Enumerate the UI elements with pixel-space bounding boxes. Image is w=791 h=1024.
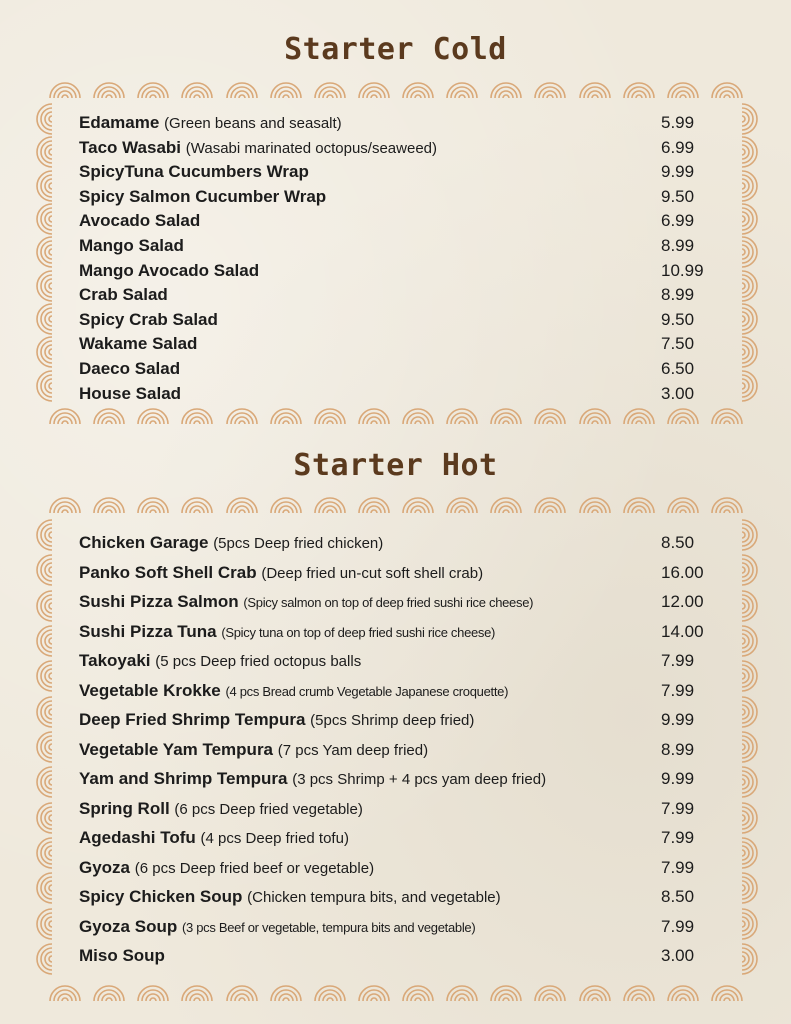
wave-ornament-icon bbox=[666, 497, 700, 513]
menu-item-name: Spicy Salmon Cucumber Wrap bbox=[79, 186, 327, 206]
wave-ornament-icon bbox=[533, 82, 567, 98]
wave-ornament-icon bbox=[36, 907, 52, 941]
menu-item-price: 7.50 bbox=[661, 334, 695, 354]
ornament-bottom bbox=[48, 408, 744, 424]
menu-item-name: Spicy Crab Salad bbox=[79, 309, 218, 329]
wave-ornament-icon bbox=[36, 235, 52, 268]
menu-item bbox=[79, 887, 719, 917]
wave-ornament-icon bbox=[622, 985, 656, 1001]
wave-ornament-icon bbox=[36, 659, 52, 693]
menu-item-description: (Green beans and seasalt) bbox=[164, 115, 342, 132]
menu-item-price: 7.99 bbox=[661, 916, 695, 936]
wave-ornament-icon bbox=[742, 102, 758, 135]
menu-item bbox=[79, 236, 719, 261]
wave-ornament-icon bbox=[666, 408, 700, 424]
menu-item-price: 10.99 bbox=[661, 260, 704, 280]
menu-item bbox=[79, 858, 719, 888]
menu-item-description: (4 pcs Bread crumb Vegetable Japanese croquette) bbox=[225, 683, 509, 699]
menu-item-price: 7.99 bbox=[661, 798, 695, 818]
wave-ornament-icon bbox=[533, 985, 567, 1001]
menu-item-description: (3 pcs Shrimp + 4 pcs yam deep fried) bbox=[292, 771, 547, 788]
menu-item-name: Panko Soft Shell Crab bbox=[79, 562, 257, 582]
wave-ornament-icon bbox=[36, 369, 52, 402]
wave-ornament-icon bbox=[742, 624, 758, 658]
starter-hot-title: Starter Hot bbox=[293, 448, 498, 483]
wave-ornament-icon bbox=[742, 335, 758, 368]
wave-ornament-icon bbox=[36, 589, 52, 623]
menu-item-price: 7.99 bbox=[661, 651, 695, 670]
wave-ornament-icon bbox=[269, 985, 303, 1001]
menu-item-price: 5.99 bbox=[661, 113, 695, 132]
wave-ornament-icon bbox=[36, 942, 52, 976]
menu-item-description: (5pcs Shrimp deep fried) bbox=[310, 712, 475, 729]
wave-ornament-icon bbox=[313, 985, 347, 1001]
menu-item-name: House Salad bbox=[79, 383, 182, 403]
menu-item-name: Agedashi Tofu bbox=[79, 828, 196, 847]
menu-item-name: Vegetable Yam Tempura bbox=[79, 739, 274, 759]
wave-ornament-icon bbox=[36, 335, 52, 368]
wave-ornament-icon bbox=[489, 985, 523, 1001]
wave-ornament-icon bbox=[578, 985, 612, 1001]
wave-ornament-icon bbox=[92, 497, 126, 513]
wave-ornament-icon bbox=[48, 497, 82, 513]
wave-ornament-icon bbox=[742, 135, 758, 168]
wave-ornament-icon bbox=[269, 497, 303, 513]
menu-item bbox=[79, 622, 719, 652]
wave-ornament-icon bbox=[36, 518, 52, 552]
wave-ornament-icon bbox=[622, 408, 656, 424]
menu-item-description: (4 pcs Deep fried tofu) bbox=[200, 830, 349, 847]
wave-ornament-icon bbox=[710, 497, 744, 513]
wave-ornament-icon bbox=[180, 82, 214, 98]
wave-ornament-icon bbox=[357, 985, 391, 1001]
wave-ornament-icon bbox=[710, 408, 744, 424]
wave-ornament-icon bbox=[136, 82, 170, 98]
wave-ornament-icon bbox=[313, 82, 347, 98]
menu-item bbox=[79, 334, 719, 359]
wave-ornament-icon bbox=[36, 202, 52, 235]
wave-ornament-icon bbox=[357, 497, 391, 513]
menu-item-price: 7.99 bbox=[661, 828, 695, 847]
menu-item-name: Crab Salad bbox=[79, 285, 168, 305]
menu-item bbox=[79, 138, 719, 163]
wave-ornament-icon bbox=[180, 985, 214, 1001]
ornament-left bbox=[36, 102, 52, 402]
wave-ornament-icon bbox=[36, 302, 52, 335]
wave-ornament-icon bbox=[401, 408, 435, 424]
wave-ornament-icon bbox=[489, 408, 523, 424]
wave-ornament-icon bbox=[710, 82, 744, 98]
wave-ornament-icon bbox=[269, 408, 303, 424]
wave-ornament-icon bbox=[742, 589, 758, 623]
menu-item bbox=[79, 828, 719, 858]
wave-ornament-icon bbox=[401, 497, 435, 513]
menu-item-price: 3.00 bbox=[661, 383, 695, 403]
menu-item-description: (Chicken tempura bits, and vegetable) bbox=[247, 889, 501, 906]
wave-ornament-icon bbox=[533, 408, 567, 424]
wave-ornament-icon bbox=[225, 408, 259, 424]
wave-ornament-icon bbox=[401, 985, 435, 1001]
wave-ornament-icon bbox=[666, 82, 700, 98]
wave-ornament-icon bbox=[445, 408, 479, 424]
menu-item bbox=[79, 261, 719, 286]
menu-item-price: 16.00 bbox=[661, 562, 704, 582]
menu-item-price: 8.99 bbox=[661, 739, 695, 759]
menu-item-price: 9.50 bbox=[661, 186, 695, 206]
wave-ornament-icon bbox=[742, 235, 758, 268]
wave-ornament-icon bbox=[742, 369, 758, 402]
menu-item-description: (6 pcs Deep fried vegetable) bbox=[174, 800, 363, 818]
wave-ornament-icon bbox=[357, 82, 391, 98]
menu-item bbox=[79, 533, 719, 563]
menu-item-price: 6.50 bbox=[661, 358, 695, 378]
wave-ornament-icon bbox=[225, 497, 259, 513]
menu-item-price: 8.99 bbox=[661, 235, 695, 255]
wave-ornament-icon bbox=[445, 985, 479, 1001]
menu-item-name: Spring Roll bbox=[79, 798, 170, 818]
wave-ornament-icon bbox=[36, 169, 52, 202]
wave-ornament-icon bbox=[92, 82, 126, 98]
starter-cold-list bbox=[79, 113, 719, 408]
menu-item bbox=[79, 113, 719, 138]
menu-item bbox=[79, 563, 719, 593]
wave-ornament-icon bbox=[313, 408, 347, 424]
menu-item-price: 12.00 bbox=[661, 592, 704, 611]
menu-item-price: 9.99 bbox=[661, 162, 695, 182]
wave-ornament-icon bbox=[742, 942, 758, 976]
wave-ornament-icon bbox=[578, 408, 612, 424]
menu-item-name: Miso Soup bbox=[79, 946, 165, 965]
wave-ornament-icon bbox=[445, 82, 479, 98]
wave-ornament-icon bbox=[92, 408, 126, 424]
wave-ornament-icon bbox=[36, 765, 52, 799]
menu-item-description: (5pcs Deep fried chicken) bbox=[213, 535, 384, 552]
menu-item-price: 9.50 bbox=[661, 309, 695, 329]
menu-item-price: 6.99 bbox=[661, 211, 695, 231]
ornament-right bbox=[742, 102, 758, 402]
menu-item bbox=[79, 310, 719, 335]
wave-ornament-icon bbox=[742, 871, 758, 905]
menu-item-price: 9.99 bbox=[661, 710, 695, 729]
menu-item-name: Sushi Pizza Salmon bbox=[79, 592, 239, 611]
menu-item-name: Avocado Salad bbox=[79, 211, 201, 231]
wave-ornament-icon bbox=[313, 497, 347, 513]
wave-ornament-icon bbox=[742, 518, 758, 552]
ornament-top bbox=[48, 497, 744, 513]
menu-item-price: 9.99 bbox=[661, 769, 695, 788]
wave-ornament-icon bbox=[742, 659, 758, 693]
wave-ornament-icon bbox=[742, 836, 758, 870]
menu-item bbox=[79, 592, 719, 622]
menu-item-name: Yam and Shrimp Tempura bbox=[79, 769, 288, 788]
wave-ornament-icon bbox=[136, 985, 170, 1001]
menu-item bbox=[79, 384, 719, 409]
wave-ornament-icon bbox=[48, 985, 82, 1001]
menu-item-description: (Spicy tuna on top of deep fried sushi rice cheese) bbox=[221, 624, 496, 640]
wave-ornament-icon bbox=[36, 553, 52, 587]
menu-item-price: 7.99 bbox=[661, 857, 695, 877]
menu-item bbox=[79, 740, 719, 770]
menu-item-name: Deep Fried Shrimp Tempura bbox=[79, 710, 306, 729]
menu-item bbox=[79, 651, 719, 681]
starter-cold-title: Starter Cold bbox=[284, 32, 507, 67]
wave-ornament-icon bbox=[489, 82, 523, 98]
menu-item-price: 6.99 bbox=[661, 137, 695, 157]
wave-ornament-icon bbox=[357, 408, 391, 424]
menu-item-description: (5 pcs Deep fried octopus balls bbox=[155, 653, 362, 670]
menu-item bbox=[79, 799, 719, 829]
wave-ornament-icon bbox=[180, 408, 214, 424]
menu-item-description: (7 pcs Yam deep fried) bbox=[277, 741, 429, 759]
menu-item-price: 7.99 bbox=[661, 680, 695, 700]
menu-item-name: SpicyTuna Cucumbers Wrap bbox=[79, 162, 309, 182]
wave-ornament-icon bbox=[36, 269, 52, 302]
wave-ornament-icon bbox=[578, 497, 612, 513]
wave-ornament-icon bbox=[742, 765, 758, 799]
menu-item bbox=[79, 946, 719, 976]
wave-ornament-icon bbox=[136, 408, 170, 424]
ornament-top bbox=[48, 82, 744, 98]
wave-ornament-icon bbox=[489, 497, 523, 513]
wave-ornament-icon bbox=[269, 82, 303, 98]
ornament-right bbox=[742, 518, 758, 976]
menu-item bbox=[79, 211, 719, 236]
menu-item-name: Taco Wasabi bbox=[79, 137, 182, 157]
menu-item-description: (Spicy salmon on top of deep fried sushi rice cheese) bbox=[243, 595, 534, 610]
menu-item-name: Chicken Garage bbox=[79, 533, 209, 552]
menu-item-name: Edamame bbox=[79, 113, 160, 132]
wave-ornament-icon bbox=[742, 730, 758, 764]
wave-ornament-icon bbox=[401, 82, 435, 98]
menu-item-description: (3 pcs Beef or vegetable, tempura bits and vegetable) bbox=[181, 919, 476, 935]
menu-item-name: Spicy Chicken Soup bbox=[79, 887, 243, 906]
menu-item-name: Mango Avocado Salad bbox=[79, 260, 260, 280]
wave-ornament-icon bbox=[36, 695, 52, 729]
menu-item-description: (Wasabi marinated octopus/seaweed) bbox=[185, 139, 438, 157]
menu-item bbox=[79, 162, 719, 187]
wave-ornament-icon bbox=[742, 169, 758, 202]
ornament-bottom bbox=[48, 985, 744, 1001]
menu-item-name: Vegetable Krokke bbox=[79, 680, 221, 700]
wave-ornament-icon bbox=[48, 82, 82, 98]
menu-item-price: 14.00 bbox=[661, 621, 704, 641]
wave-ornament-icon bbox=[36, 135, 52, 168]
wave-ornament-icon bbox=[742, 269, 758, 302]
wave-ornament-icon bbox=[578, 82, 612, 98]
menu-item bbox=[79, 917, 719, 947]
wave-ornament-icon bbox=[36, 730, 52, 764]
wave-ornament-icon bbox=[92, 985, 126, 1001]
wave-ornament-icon bbox=[742, 202, 758, 235]
wave-ornament-icon bbox=[36, 871, 52, 905]
wave-ornament-icon bbox=[36, 102, 52, 135]
menu-item-name: Daeco Salad bbox=[79, 358, 181, 378]
wave-ornament-icon bbox=[622, 497, 656, 513]
menu-item-name: Gyoza bbox=[79, 857, 131, 877]
wave-ornament-icon bbox=[225, 82, 259, 98]
menu-item-price: 8.99 bbox=[661, 285, 695, 305]
menu-item-price: 3.00 bbox=[661, 946, 695, 965]
menu-item bbox=[79, 359, 719, 384]
menu-item-name: Sushi Pizza Tuna bbox=[79, 621, 217, 641]
wave-ornament-icon bbox=[36, 624, 52, 658]
menu-item bbox=[79, 285, 719, 310]
ornament-left bbox=[36, 518, 52, 976]
wave-ornament-icon bbox=[666, 985, 700, 1001]
wave-ornament-icon bbox=[225, 985, 259, 1001]
wave-ornament-icon bbox=[445, 497, 479, 513]
wave-ornament-icon bbox=[742, 553, 758, 587]
wave-ornament-icon bbox=[48, 408, 82, 424]
wave-ornament-icon bbox=[136, 497, 170, 513]
wave-ornament-icon bbox=[742, 695, 758, 729]
menu-item-name: Mango Salad bbox=[79, 235, 184, 255]
menu-item-price: 8.50 bbox=[661, 887, 695, 906]
menu-item-description: (6 pcs Deep fried beef or vegetable) bbox=[134, 859, 375, 877]
wave-ornament-icon bbox=[710, 985, 744, 1001]
wave-ornament-icon bbox=[742, 302, 758, 335]
menu-item bbox=[79, 681, 719, 711]
menu-item-price: 8.50 bbox=[661, 533, 695, 552]
starter-hot-list bbox=[79, 533, 719, 976]
wave-ornament-icon bbox=[533, 497, 567, 513]
menu-item bbox=[79, 187, 719, 212]
wave-ornament-icon bbox=[742, 907, 758, 941]
wave-ornament-icon bbox=[180, 497, 214, 513]
menu-item-description: (Deep fried un-cut soft shell crab) bbox=[261, 564, 484, 582]
wave-ornament-icon bbox=[36, 801, 52, 835]
wave-ornament-icon bbox=[622, 82, 656, 98]
menu-item-name: Takoyaki bbox=[79, 651, 151, 670]
wave-ornament-icon bbox=[742, 801, 758, 835]
menu-item bbox=[79, 710, 719, 740]
menu-item-name: Wakame Salad bbox=[79, 334, 198, 354]
menu-item bbox=[79, 769, 719, 799]
wave-ornament-icon bbox=[36, 836, 52, 870]
menu-item-name: Gyoza Soup bbox=[79, 916, 178, 936]
